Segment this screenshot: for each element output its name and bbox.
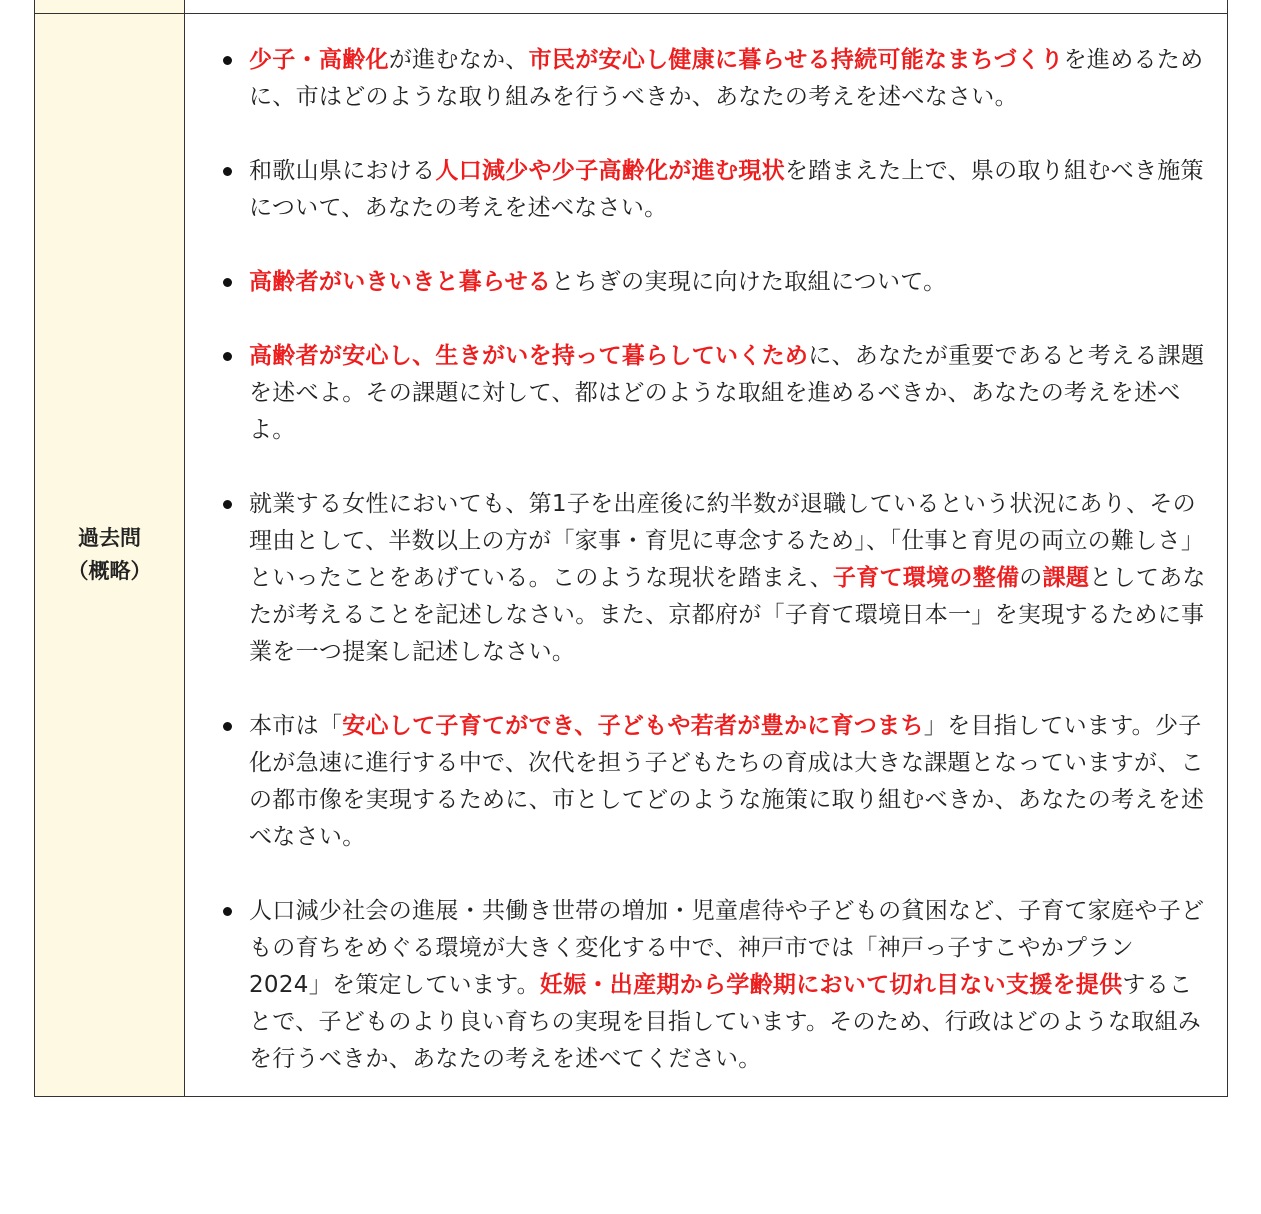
previous-row-content-cell	[185, 0, 1228, 14]
question-item	[249, 338, 1207, 449]
question-item	[249, 893, 1207, 1078]
question-item	[249, 42, 1207, 116]
question-text: とちぎの実現に向けた取組について。	[551, 269, 947, 295]
question-text: 和歌山県における	[249, 158, 436, 184]
label-line-1: 過去問	[78, 526, 141, 550]
question-text: を踏まえた上で、県の取り組むべき施策について、あなたの考えを述べなさい。	[249, 158, 1204, 221]
highlighted-text: 高齢者がいきいきと暮らせる	[249, 269, 552, 295]
past-questions-content	[185, 14, 1228, 1097]
question-item	[249, 264, 1207, 301]
question-text: 就業する女性においても、第1子を出産後に約半数が退職しているという状況にあり、その理由として、半数以上の方が「家事・育児に専念するため」、「仕事と育児の両立の難しさ」といったことをあげている。このような現状を踏まえ、	[249, 491, 1205, 591]
question-list	[203, 42, 1207, 1078]
question-text: を進めるために、市はどのような取り組みを行うべきか、あなたの考えを述べなさい。	[249, 47, 1204, 110]
highlighted-text: 人口減少や少子高齢化が進む現状	[435, 158, 785, 184]
question-text: 」を目指しています。少子化が急速に進行する中で、次代を担う子どもたちの育成は大きな課題となっていますが、この都市像を実現するために、市としてどのような施策に取り組むべきか、あなたの考えを述べなさい。	[249, 713, 1205, 850]
past-questions-label	[35, 14, 185, 1097]
question-text: 本市は「	[249, 713, 343, 739]
previous-row	[35, 0, 1228, 14]
question-text: 人口減少社会の進展・共働き世帯の増加・児童虐待や子どもの貧困など、子育て家庭や子どもの育ちをめぐる環境が大きく変化する中で、神戸市では「神戸っ子すこやかプラン 2024」を策定しています。	[249, 898, 1205, 998]
question-text: の	[1019, 565, 1043, 591]
past-questions-row	[35, 14, 1228, 1097]
highlighted-text: 子育て環境の整備	[832, 565, 1020, 591]
highlighted-text: 市民が安心し健康に暮らせる持続可能なまちづくり	[528, 47, 1064, 73]
highlighted-text: 妊娠・出産期から学齢期において切れ目ない支援を提供	[539, 972, 1123, 998]
question-text: としてあなたが考えることを記述しなさい。また、京都府が「子育て環境日本一」を実現するために事業を一つ提案し記述しなさい。	[249, 565, 1206, 665]
exam-info-table	[34, 0, 1228, 1097]
question-item	[249, 153, 1207, 227]
previous-row-label-cell	[35, 0, 185, 14]
question-text: が進むなか、	[388, 47, 529, 73]
question-text: することで、子どものより良い育ちの実現を目指しています。そのため、行政はどのような取組みを行うべきか、あなたの考えを述べてください。	[249, 972, 1202, 1072]
question-text: に、あなたが重要であると考える課題を述べよ。その課題に対して、都はどのような取組を進めるべきか、あなたの考えを述べよ。	[249, 343, 1205, 443]
highlighted-text: 少子・高齢化	[249, 47, 389, 73]
highlighted-text: 高齢者が安心し、生きがいを持って暮らしていくため	[249, 343, 809, 369]
highlighted-text: 安心して子育てができ、子どもや若者が豊かに育つまち	[342, 713, 924, 739]
question-item	[249, 708, 1207, 856]
label-line-2: （概略）	[67, 559, 152, 583]
table	[34, 0, 1228, 1097]
question-item	[249, 486, 1207, 671]
highlighted-text: 課題	[1042, 565, 1090, 591]
